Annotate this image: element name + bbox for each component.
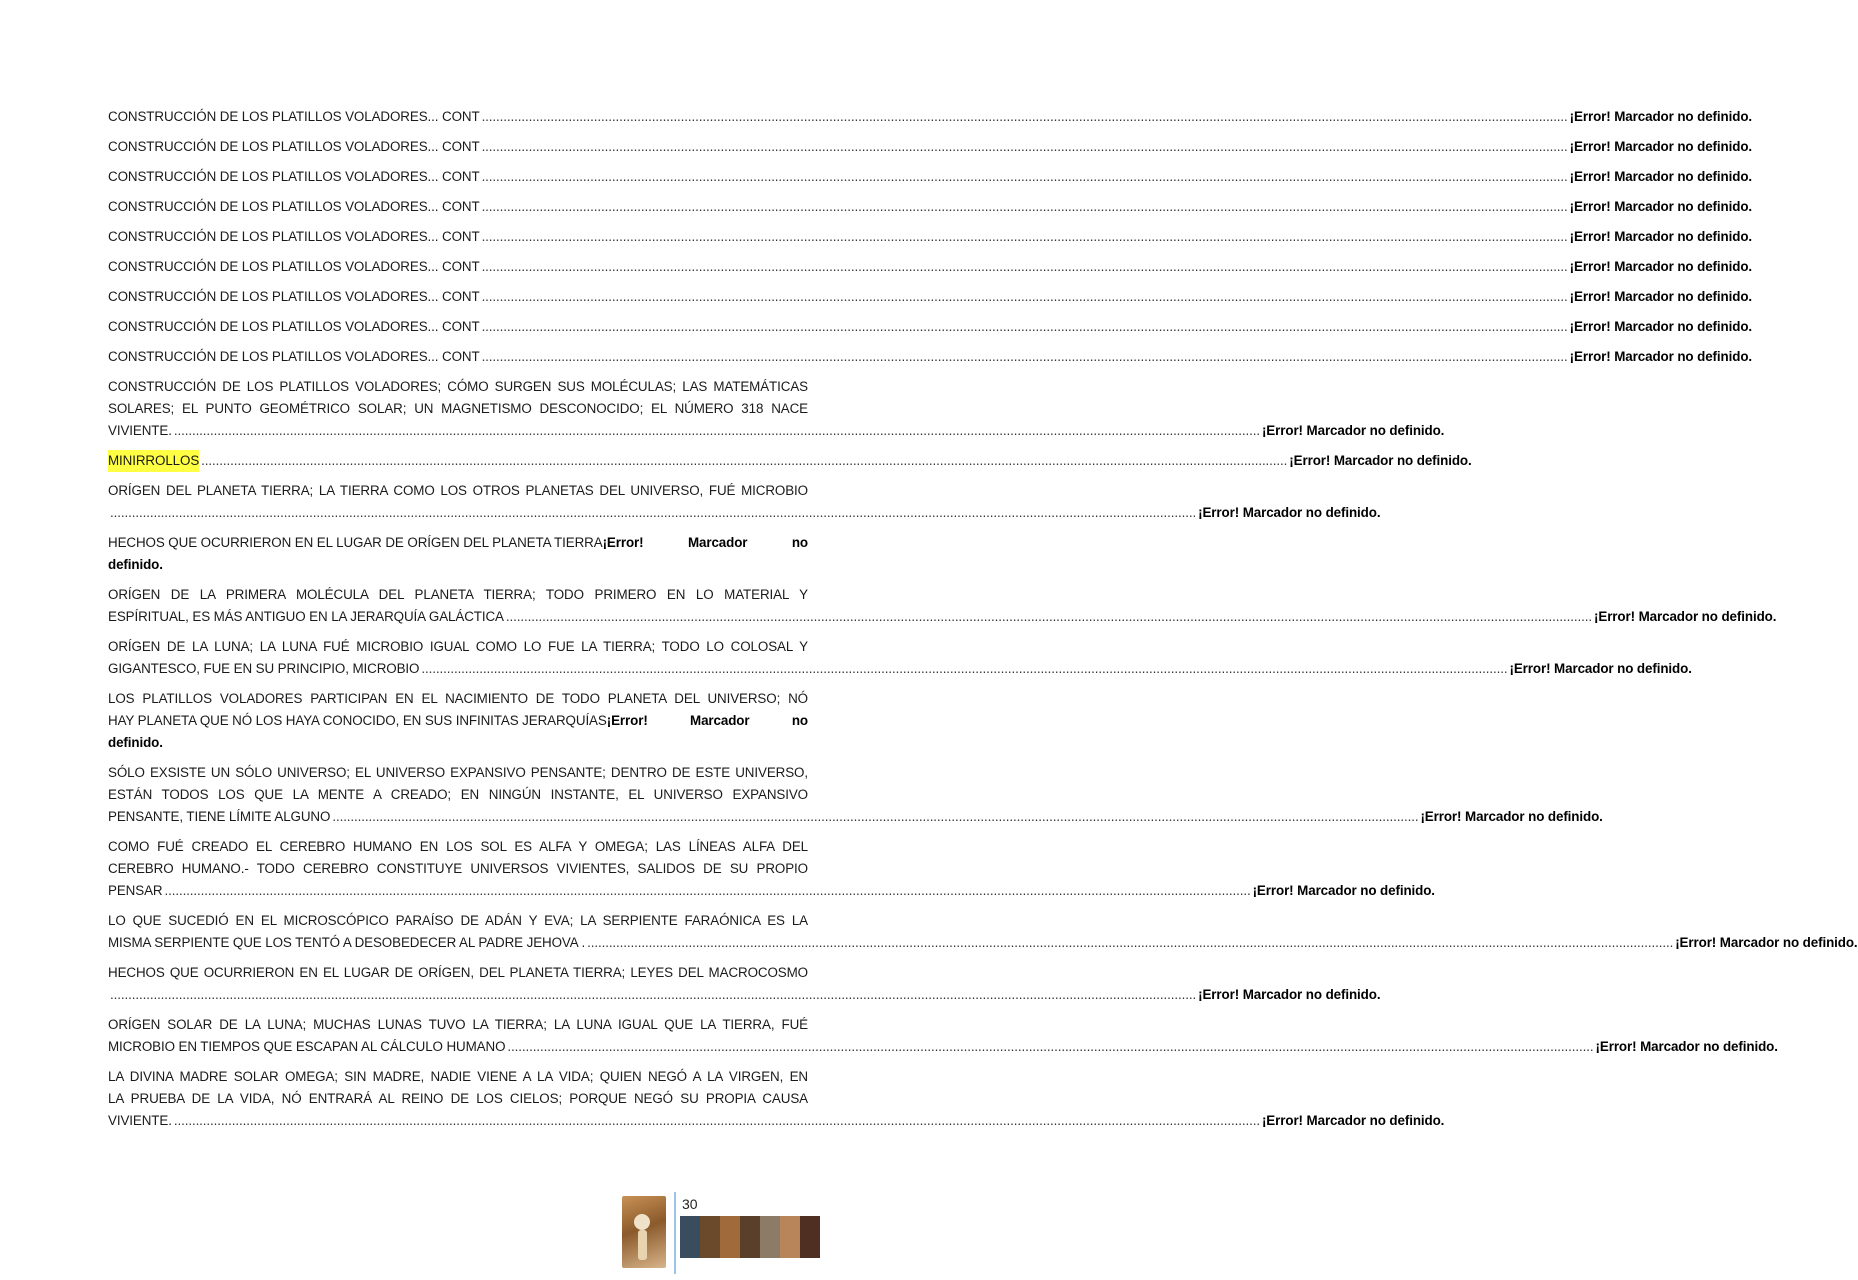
toc-entry-line: HECHOS QUE OCURRIERON EN EL LUGAR DE ORÍGEN, DEL PLANETA TIERRA; LEYES DEL MACROCOSMO [108, 965, 808, 980]
toc-error-text: ¡Error! Marcador no definido. [1569, 229, 1753, 244]
leader-dots: ............................................................................................................................................................................................................................................................................................................ [481, 139, 1568, 154]
leader-dots: ............................................................................................................................................................................................................................................................................................................ [507, 1039, 1594, 1054]
toc-entry[interactable] [108, 1066, 1445, 1132]
toc-entry[interactable] [108, 910, 1858, 954]
toc-entry[interactable] [108, 962, 1381, 1006]
toc-entry[interactable] [108, 480, 1381, 524]
page-number: 30 [682, 1196, 698, 1212]
strip-tile [780, 1216, 800, 1258]
toc-entry[interactable] [108, 196, 1753, 218]
toc-entry[interactable] [108, 584, 1777, 628]
toc-entry[interactable] [108, 762, 1603, 828]
toc-error-text: ¡Error! Marcador no definido. [1289, 453, 1472, 468]
toc-entry-line: ESPÍRITUAL, ES MÁS ANTIGUO EN LA JERARQUÍA GALÁCTICA [108, 609, 504, 624]
toc-entry-line: ESTÁN TODOS LOS QUE LA MENTE A CREADO; EN NINGÚN INSTANTE, EL UNIVERSO EXPANSIVO [108, 787, 808, 802]
toc-entry[interactable] [108, 106, 1753, 128]
toc-error-text: ¡Error! Marcador no definido. [1569, 349, 1753, 364]
toc-error-text: ¡Error! Marcador no definido. [1569, 139, 1753, 154]
leader-dots: ............................................................................................................................................................................................................................................................................................................ [481, 319, 1568, 334]
toc-entry-line: MISMA SERPIENTE QUE LOS TENTÓ A DESOBEDECER AL PADRE JEHOVA . [108, 935, 586, 950]
table-of-contents [108, 106, 1858, 1140]
toc-error-text: ¡Error! Marcador no definido. [1261, 1113, 1445, 1128]
toc-error-text: ¡Error! Marcador no definido. [1261, 423, 1445, 438]
toc-entry-line: COMO FUÉ CREADO EL CEREBRO HUMANO EN LOS SOL ES ALFA Y OMEGA; LAS LÍNEAS ALFA DEL [108, 839, 808, 854]
toc-entry[interactable] [108, 450, 1472, 472]
toc-entry-title: CONSTRUCCIÓN DE LOS PLATILLOS VOLADORES... CONT [108, 199, 480, 214]
strip-tile [680, 1216, 700, 1258]
toc-error-word: no [791, 535, 808, 550]
toc-entry-line: LA PRUEBA DE LA VIDA, NÓ ENTRARÁ AL REINO DE LOS CIELOS; PORQUE NEGÓ SU PROPIA CAUSA [108, 1091, 808, 1106]
toc-entry[interactable] [108, 532, 808, 576]
toc-entry-line: PENSAR [108, 883, 163, 898]
toc-error-text: ¡Error! Marcador no definido. [1569, 259, 1753, 274]
strip-tile [800, 1216, 820, 1258]
toc-entry[interactable] [108, 136, 1753, 158]
toc-error-word: no [791, 713, 808, 728]
toc-error-text: ¡Error! Marcador no definido. [1252, 883, 1435, 898]
footer-image-strip [680, 1216, 820, 1258]
toc-entry-title: HAY PLANETA QUE NÓ LOS HAYA CONOCIDO, EN SUS INFINITAS JERARQUÍAS [108, 713, 607, 728]
strip-tile [740, 1216, 760, 1258]
leader-dots: ............................................................................................................................................................................................................................................................................................................ [110, 505, 1197, 520]
toc-error-word: definido. [108, 557, 163, 572]
toc-entry-line: VIVIENTE. [108, 1113, 172, 1128]
leader-dots: ............................................................................................................................................................................................................................................................................................................ [481, 109, 1568, 124]
toc-entry-line: SOLARES; EL PUNTO GEOMÉTRICO SOLAR; UN MAGNETISMO DESCONOCIDO; EL NÚMERO 318 NACE [108, 401, 808, 416]
leader-dots: ............................................................................................................................................................................................................................................................................................................ [173, 1113, 1260, 1128]
leader-dots: ............................................................................................................................................................................................................................................................................................................ [110, 987, 1197, 1002]
leader-dots: ............................................................................................................................................................................................................................................................................................................ [481, 259, 1568, 274]
toc-entry[interactable] [108, 226, 1753, 248]
toc-entry-title: CONSTRUCCIÓN DE LOS PLATILLOS VOLADORES... CONT [108, 169, 480, 184]
toc-entry-line: LOS PLATILLOS VOLADORES PARTICIPAN EN EL NACIMIENTO DE TODO PLANETA DEL UNIVERSO; NÓ [108, 691, 808, 706]
toc-error-text: ¡Error! Marcador no definido. [1675, 935, 1858, 950]
toc-entry-title-highlighted: MINIRROLLOS [108, 450, 199, 472]
toc-error-text: ¡Error! Marcador no definido. [1198, 987, 1381, 1002]
toc-error-text: ¡Error! Marcador no definido. [1594, 609, 1777, 624]
toc-error-word: Marcador [687, 535, 748, 550]
toc-entry-line: VIVIENTE. [108, 423, 172, 438]
toc-entry-title: CONSTRUCCIÓN DE LOS PLATILLOS VOLADORES... CONT [108, 229, 480, 244]
toc-error-word: ¡Error! [602, 535, 644, 550]
toc-entry-line: CONSTRUCCIÓN DE LOS PLATILLOS VOLADORES; CÓMO SURGEN SUS MOLÉCULAS; LAS MATEMÁTICAS [108, 379, 808, 394]
toc-entry[interactable] [108, 256, 1753, 278]
toc-entry-line: SÓLO EXSISTE UN SÓLO UNIVERSO; EL UNIVERSO EXPANSIVO PENSANTE; DENTRO DE ESTE UNIVERSO, [108, 765, 808, 780]
toc-entry[interactable] [108, 688, 808, 754]
toc-entry[interactable] [108, 316, 1753, 338]
toc-entry-line: LA DIVINA MADRE SOLAR OMEGA; SIN MADRE, NADIE VIENE A LA VIDA; QUIEN NEGÓ A LA VIRGEN, EN [108, 1069, 808, 1084]
leader-dots: ............................................................................................................................................................................................................................................................................................................ [421, 661, 1508, 676]
leader-dots: ............................................................................................................................................................................................................................................................................................................ [481, 199, 1568, 214]
figurine-image [622, 1196, 666, 1268]
figurine-body [638, 1230, 647, 1260]
page-footer [620, 1192, 830, 1274]
leader-dots: ............................................................................................................................................................................................................................................................................................................ [164, 883, 1251, 898]
toc-entry-line [108, 710, 648, 732]
toc-entry-line [108, 532, 644, 554]
toc-error-text: ¡Error! Marcador no definido. [1569, 289, 1753, 304]
toc-entry-line: ORÍGEN SOLAR DE LA LUNA; MUCHAS LUNAS TUVO LA TIERRA; LA LUNA IGUAL QUE LA TIERRA, FUÉ [108, 1017, 808, 1032]
toc-entry[interactable] [108, 166, 1753, 188]
toc-error-word: definido. [108, 735, 163, 750]
toc-entry[interactable] [108, 376, 1445, 442]
leader-dots: ............................................................................................................................................................................................................................................................................................................ [481, 289, 1568, 304]
toc-error-text: ¡Error! Marcador no definido. [1569, 169, 1753, 184]
toc-entry-line: CEREBRO HUMANO.- TODO CEREBRO CONSTITUYE UNIVERSOS VIVIENTES, SALIDOS DE SU PROPIO [108, 861, 808, 876]
toc-entry[interactable] [108, 346, 1753, 368]
toc-entry[interactable] [108, 836, 1435, 902]
toc-entry-title: CONSTRUCCIÓN DE LOS PLATILLOS VOLADORES... CONT [108, 259, 480, 274]
strip-tile [720, 1216, 740, 1258]
toc-error-text: ¡Error! Marcador no definido. [1595, 1039, 1778, 1054]
toc-entry-title: CONSTRUCCIÓN DE LOS PLATILLOS VOLADORES... CONT [108, 289, 480, 304]
toc-error-word: Marcador [690, 713, 750, 728]
toc-entry-line: LO QUE SUCEDIÓ EN EL MICROSCÓPICO PARAÍSO DE ADÁN Y EVA; LA SERPIENTE FARAÓNICA ES LA [108, 913, 808, 928]
toc-entry-line: PENSANTE, TIENE LÍMITE ALGUNO [108, 809, 331, 824]
footer-divider [674, 1192, 676, 1274]
toc-error-text: ¡Error! Marcador no definido. [1569, 199, 1753, 214]
toc-entry-line: ORÍGEN DEL PLANETA TIERRA; LA TIERRA COMO LOS OTROS PLANETAS DEL UNIVERSO, FUÉ MICROBIO [108, 483, 808, 498]
toc-entry-line: GIGANTESCO, FUE EN SU PRINCIPIO, MICROBIO [108, 661, 420, 676]
leader-dots: ............................................................................................................................................................................................................................................................................................................ [505, 609, 1592, 624]
toc-entry-title: CONSTRUCCIÓN DE LOS PLATILLOS VOLADORES... CONT [108, 109, 480, 124]
toc-error-word: ¡Error! [606, 713, 648, 728]
leader-dots: ............................................................................................................................................................................................................................................................................................................ [587, 935, 1674, 950]
toc-error-text: ¡Error! Marcador no definido. [1420, 809, 1603, 824]
toc-entry-line: ORÍGEN DE LA LUNA; LA LUNA FUÉ MICROBIO IGUAL COMO LO FUE LA TIERRA; TODO LO COLOSAL Y [108, 639, 808, 654]
toc-error-text: ¡Error! Marcador no definido. [1198, 505, 1381, 520]
toc-error-text: ¡Error! Marcador no definido. [1509, 661, 1692, 676]
toc-entry-title: CONSTRUCCIÓN DE LOS PLATILLOS VOLADORES... CONT [108, 319, 480, 334]
toc-entry-title: HECHOS QUE OCURRIERON EN EL LUGAR DE ORÍGEN DEL PLANETA TIERRA [108, 535, 603, 550]
toc-entry-title: CONSTRUCCIÓN DE LOS PLATILLOS VOLADORES... CONT [108, 349, 480, 364]
toc-error-text: ¡Error! Marcador no definido. [1569, 319, 1753, 334]
toc-entry-line: MICROBIO EN TIEMPOS QUE ESCAPAN AL CÁLCULO HUMANO [108, 1039, 506, 1054]
toc-entry-line: ORÍGEN DE LA PRIMERA MOLÉCULA DEL PLANETA TIERRA; TODO PRIMERO EN LO MATERIAL Y [108, 587, 808, 602]
toc-entry[interactable] [108, 1014, 1778, 1058]
toc-entry[interactable] [108, 286, 1753, 308]
leader-dots: ............................................................................................................................................................................................................................................................................................................ [201, 453, 1288, 468]
toc-error-text: ¡Error! Marcador no definido. [1569, 109, 1753, 124]
figurine-head [634, 1214, 650, 1230]
toc-entry-title: CONSTRUCCIÓN DE LOS PLATILLOS VOLADORES... CONT [108, 139, 480, 154]
leader-dots: ............................................................................................................................................................................................................................................................................................................ [481, 349, 1568, 364]
leader-dots: ............................................................................................................................................................................................................................................................................................................ [481, 169, 1568, 184]
leader-dots: ............................................................................................................................................................................................................................................................................................................ [332, 809, 1419, 824]
leader-dots: ............................................................................................................................................................................................................................................................................................................ [173, 423, 1260, 438]
leader-dots: ............................................................................................................................................................................................................................................................................................................ [481, 229, 1568, 244]
strip-tile [760, 1216, 780, 1258]
strip-tile [700, 1216, 720, 1258]
toc-entry[interactable] [108, 636, 1692, 680]
